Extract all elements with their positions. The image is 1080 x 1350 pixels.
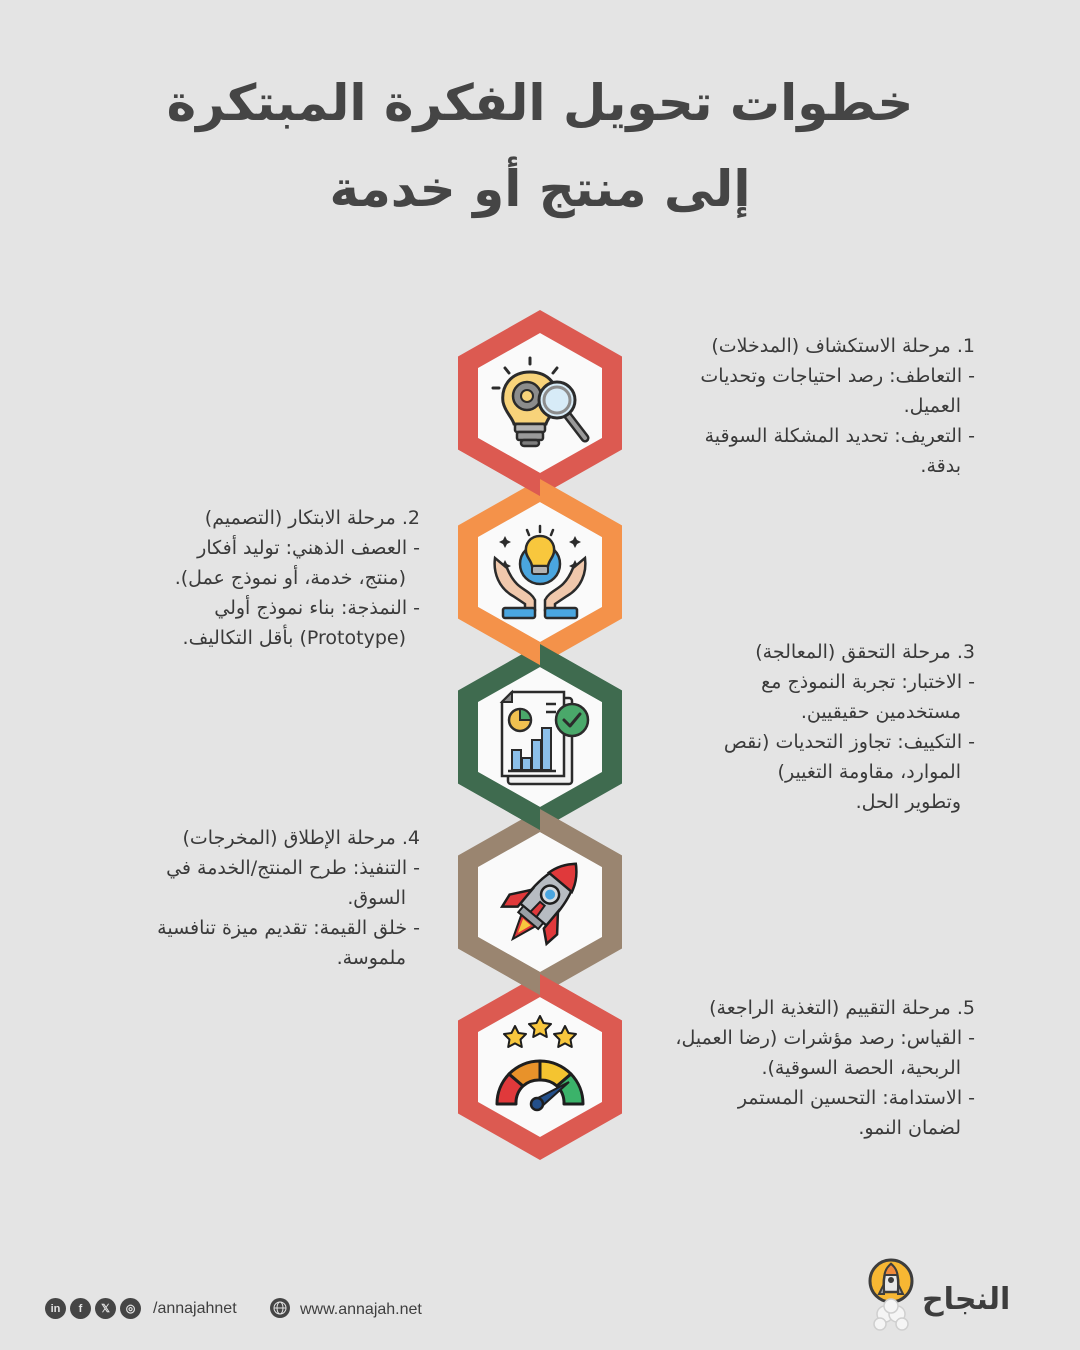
step-2-line-4: (Prototype) بأقل التكاليف.	[182, 627, 406, 649]
instagram-icon[interactable]: ◎	[120, 1298, 141, 1319]
step-3-text	[724, 637, 975, 817]
step-3-line-2: مستخدمين حقيقيين.	[800, 701, 961, 723]
step-3-line-3: - التكييف: تجاوز التحديات (نقص	[723, 731, 975, 753]
report-chart-check-icon	[488, 684, 598, 794]
step-2-line-3: - النمذجة: بناء نموذج أولي	[214, 597, 420, 619]
linkedin-icon[interactable]: in	[45, 1298, 66, 1319]
social-links	[45, 1298, 237, 1319]
lightbulb-gear-magnifier-icon	[485, 350, 595, 460]
brand-logo	[868, 1258, 1010, 1340]
step-3-line-1: - الاختبار: تجربة النموذج مع	[761, 671, 975, 693]
step-1-line-2: العميل.	[903, 395, 961, 417]
page-title-line-1: خطوات تحويل الفكرة المبتكرة	[166, 74, 914, 132]
step-3-title: 3. مرحلة التحقق (المعالجة)	[755, 641, 975, 663]
hands-lightbulb-gear-icon	[485, 518, 595, 628]
logo-text: النجاح	[922, 1281, 1011, 1317]
step-3-line-5: وتطوير الحل.	[855, 791, 961, 813]
step-1-line-4: بدقة.	[920, 455, 961, 477]
step-1-text	[700, 331, 975, 481]
step-4-line-3: - خلق القيمة: تقديم ميزة تنافسية	[157, 917, 420, 939]
facebook-icon[interactable]: f	[70, 1298, 91, 1319]
website-link[interactable]	[270, 1298, 422, 1322]
step-5-line-2: الربحية، الحصة السوقية).	[761, 1057, 961, 1079]
step-5-line-4: لضمان النمو.	[858, 1117, 961, 1139]
page-title-line-2: إلى منتج أو خدمة	[329, 160, 751, 218]
website-url[interactable]: www.annajah.net	[300, 1301, 422, 1318]
step-1-line-1: - التعاطف: رصد احتياجات وتحديات	[700, 365, 975, 387]
step-4-line-1: - التنفيذ: طرح المنتج/الخدمة في	[166, 857, 420, 879]
step-5-title: 5. مرحلة التقييم (التغذية الراجعة)	[709, 997, 975, 1019]
step-2-title: 2. مرحلة الابتكار (التصميم)	[204, 507, 420, 529]
step-5-line-1: - القياس: رصد مؤشرات (رضا العميل،	[675, 1027, 975, 1049]
step-4-line-4: ملموسة.	[336, 947, 406, 969]
social-handle[interactable]: /annajahnet	[153, 1299, 237, 1317]
x-icon[interactable]: 𝕏	[95, 1298, 116, 1319]
step-2-line-1: - العصف الذهني: توليد أفكار	[197, 537, 420, 559]
step-2-text	[175, 503, 420, 653]
rocket-icon	[488, 848, 598, 958]
step-5-line-3: - الاستدامة: التحسين المستمر	[737, 1087, 975, 1109]
step-4-line-2: السوق.	[347, 887, 406, 909]
step-4-title: 4. مرحلة الإطلاق (المخرجات)	[182, 827, 420, 849]
rating-gauge-stars-icon	[485, 1012, 595, 1122]
step-2-line-2: (منتج، خدمة، أو نموذج عمل).	[174, 567, 406, 589]
step-4-text	[157, 823, 420, 973]
globe-icon	[270, 1298, 290, 1322]
step-5-text	[675, 993, 975, 1143]
step-1-line-3: - التعريف: تحديد المشكلة السوقية	[704, 425, 975, 447]
rocket-logo-icon	[868, 1258, 914, 1340]
step-1-title: 1. مرحلة الاستكشاف (المدخلات)	[711, 335, 975, 357]
step-3-line-4: الموارد، مقاومة التغيير)	[777, 761, 961, 783]
